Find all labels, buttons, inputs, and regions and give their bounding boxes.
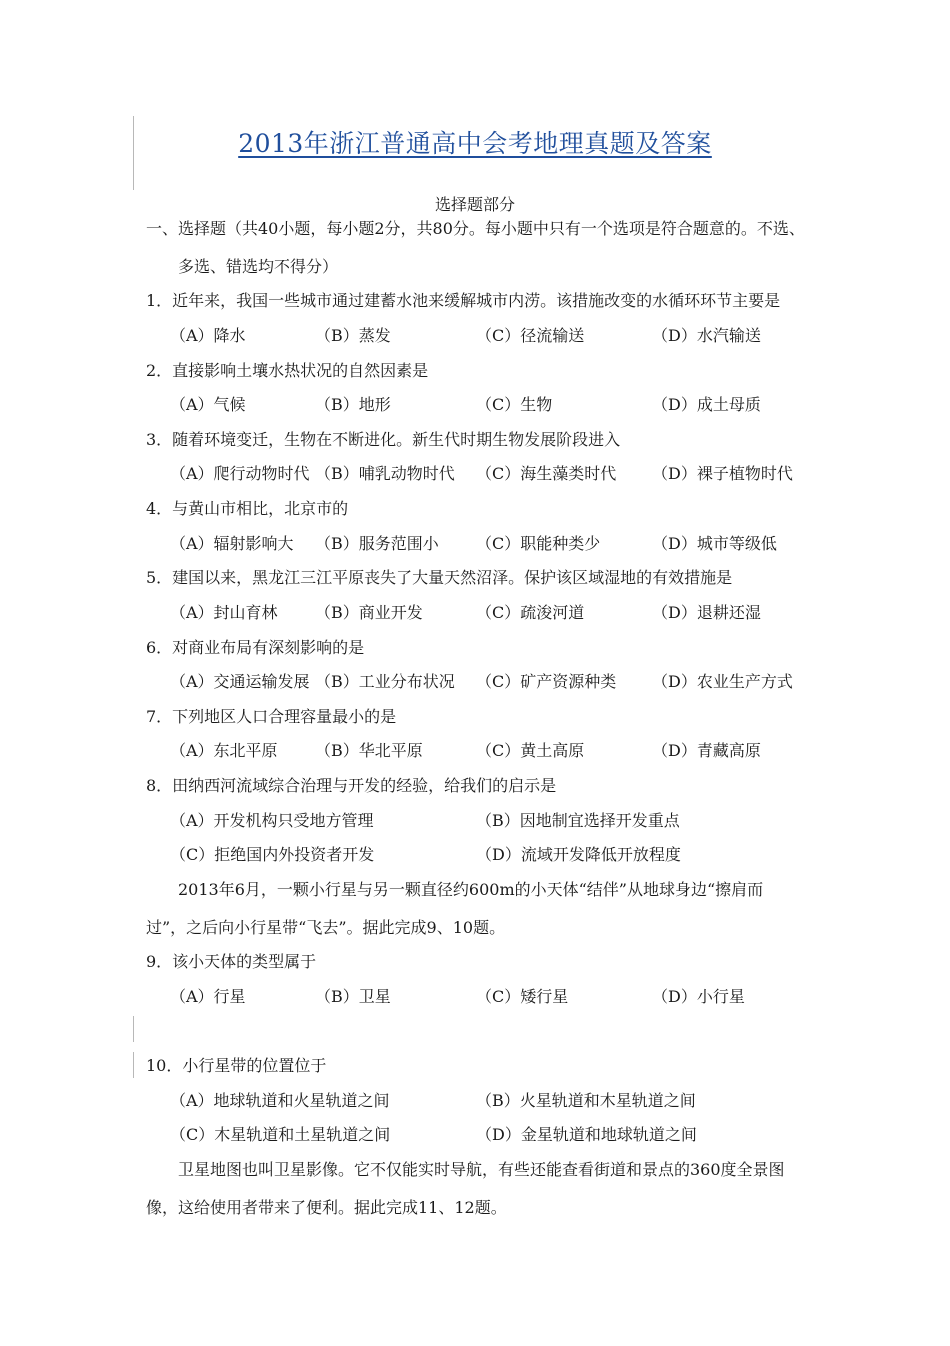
option-d: （D）金星轨道和地球轨道之间 (476, 1125, 697, 1144)
option-c: （C）生物 (476, 395, 553, 414)
option-a: （A）降水 (170, 326, 246, 345)
option-b: （B）服务范围小 (315, 534, 439, 553)
option-d: （D）农业生产方式 (652, 672, 793, 691)
option-d: （D）青藏高原 (652, 741, 761, 760)
option-a: （A）气候 (170, 395, 246, 414)
option-c: （C）木星轨道和土星轨道之间 (170, 1125, 391, 1144)
question-stem: 5．建国以来，黑龙江三江平原丧失了大量天然沼泽。保护该区域湿地的有效措施是 (146, 568, 733, 587)
option-d: （D）退耕还湿 (652, 603, 761, 622)
document-title[interactable]: 2013年浙江普通高中会考地理真题及答案 (238, 129, 712, 158)
passage-line: 像，这给使用者带来了便利。据此完成11、12题。 (146, 1198, 507, 1217)
margin-line (133, 1052, 134, 1078)
option-b: （B）商业开发 (315, 603, 423, 622)
option-c: （C）疏浚河道 (476, 603, 585, 622)
option-a: （A）地球轨道和火星轨道之间 (170, 1091, 390, 1110)
passage-line: 过”，之后向小行星带“飞去”。据此完成9、10题。 (146, 918, 506, 937)
option-a: （A）辐射影响大 (170, 534, 294, 553)
option-c: （C）拒绝国内外投资者开发 (170, 845, 375, 864)
option-c: （C）黄土高原 (476, 741, 585, 760)
option-b: （B）蒸发 (315, 326, 391, 345)
instructions-line: 一、选择题（共40小题，每小题2分，共80分。每小题中只有一个选项是符合题意的。不选、 (146, 219, 805, 238)
option-d: （D）小行星 (652, 987, 745, 1006)
option-d: （D）流域开发降低开放程度 (476, 845, 681, 864)
option-c: （C）矮行星 (476, 987, 569, 1006)
option-a: （A）封山育林 (170, 603, 278, 622)
option-b: （B）因地制宜选择开发重点 (476, 811, 680, 830)
option-c: （C）矿产资源种类 (476, 672, 617, 691)
option-b: （B）华北平原 (315, 741, 423, 760)
question-stem: 9．该小天体的类型属于 (146, 952, 317, 971)
option-d: （D）城市等级低 (652, 534, 777, 553)
option-a: （A）爬行动物时代 (170, 464, 310, 483)
passage-line: 2013年6月，一颗小行星与另一颗直径约600m的小天体“结伴”从地球身边“擦肩而 (178, 880, 764, 899)
question-stem: 7．下列地区人口合理容量最小的是 (146, 707, 397, 726)
margin-line (133, 1016, 134, 1042)
question-stem: 2．直接影响土壤水热状况的自然因素是 (146, 361, 429, 380)
option-a: （A）行星 (170, 987, 246, 1006)
option-b: （B）工业分布状况 (315, 672, 455, 691)
question-stem: 1．近年来，我国一些城市通过建蓄水池来缓解城市内涝。该措施改变的水循环环节主要是 (146, 291, 781, 310)
option-d: （D）成土母质 (652, 395, 761, 414)
question-stem: 6．对商业布局有深刻影响的是 (146, 638, 365, 657)
question-stem: 10．小行星带的位置位于 (146, 1056, 327, 1075)
option-a: （A）开发机构只受地方管理 (170, 811, 374, 830)
section-title: 选择题部分 (434, 195, 515, 214)
option-b: （B）火星轨道和木星轨道之间 (476, 1091, 696, 1110)
option-a: （A）东北平原 (170, 741, 278, 760)
passage-line: 卫星地图也叫卫星影像。它不仅能实时导航，有些还能查看街道和景点的360度全景图 (178, 1160, 785, 1179)
option-b: （B）哺乳动物时代 (315, 464, 455, 483)
instructions-line: 多选、错选均不得分） (178, 257, 339, 276)
question-stem: 3．随着环境变迁，生物在不断进化。新生代时期生物发展阶段进入 (146, 430, 621, 449)
option-a: （A）交通运输发展 (170, 672, 310, 691)
option-c: （C）海生藻类时代 (476, 464, 617, 483)
option-d: （D）水汽输送 (652, 326, 761, 345)
question-stem: 8．田纳西河流域综合治理与开发的经验，给我们的启示是 (146, 776, 557, 795)
question-stem: 4．与黄山市相比，北京市的 (146, 499, 349, 518)
option-c: （C）职能种类少 (476, 534, 601, 553)
option-c: （C）径流输送 (476, 326, 585, 345)
option-d: （D）裸子植物时代 (652, 464, 793, 483)
option-b: （B）卫星 (315, 987, 391, 1006)
option-b: （B）地形 (315, 395, 391, 414)
